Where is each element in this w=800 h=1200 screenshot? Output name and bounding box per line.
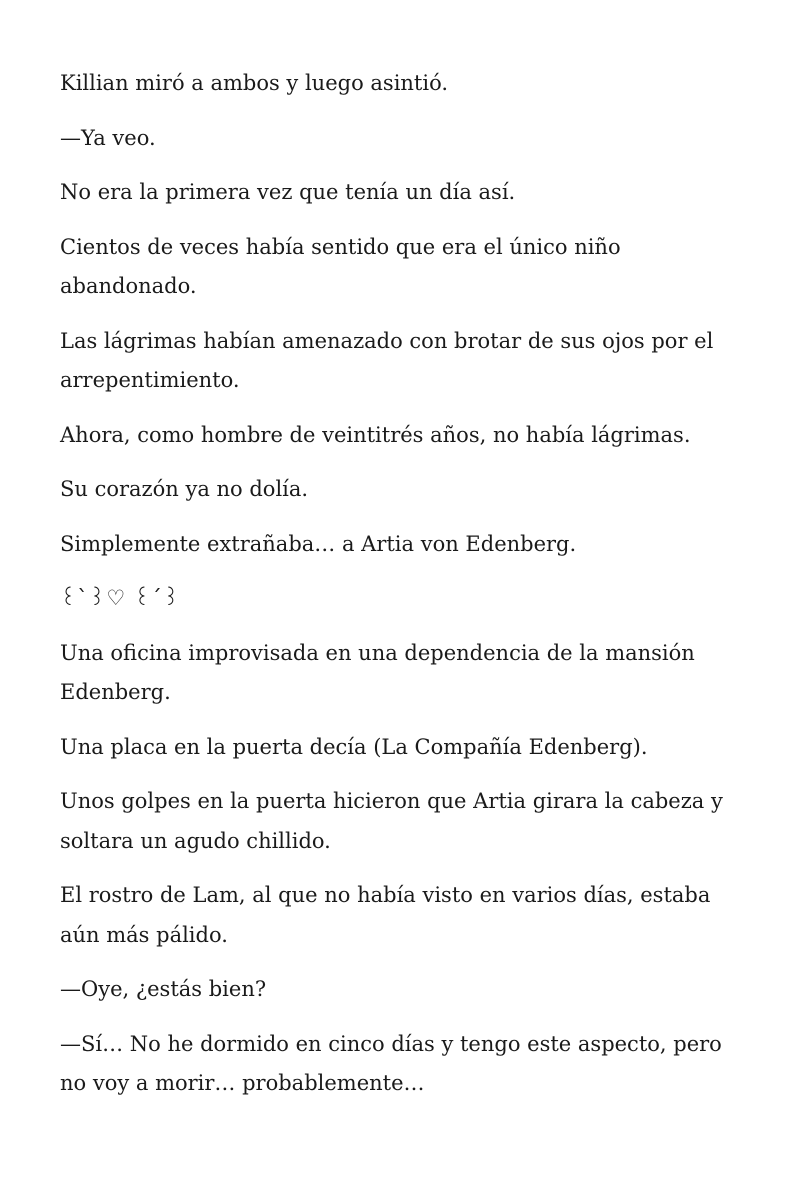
paragraph: Simplemente extrañaba… a Artia von Edenberg. [60,531,577,556]
reading-page [60,64,750,1119]
paragraph: —Sí… No he dormido en cinco días y tengo este aspecto, pero no voy a morir… probablemente… [60,1031,722,1095]
paragraph: —Oye, ¿estás bien? [60,977,267,1001]
paragraph: Las lágrimas habían amenazado con brotar de sus ojos por el arrepentimiento. [60,328,714,392]
paragraph: Cientos de veces había sentido que era el único niño abandonado. [60,234,621,298]
paragraph: Una oficina improvisada en una dependencia de la mansión Edenberg. [60,640,695,704]
paragraph: —Ya veo. [60,125,156,150]
paragraph: El rostro de Lam, al que no había visto en varios días, estaba aún más pálido. [60,883,711,947]
paragraph: Ahora, como hombre de veintitrés años, no había lágrimas. [60,422,691,447]
paragraph: No era la primera vez que tenía un día así. [60,180,516,204]
paragraph: Unos golpes en la puerta hicieron que Artia girara la cabeza y soltara un agudo chillido. [60,789,723,853]
paragraph: Una placa en la puerta decía (La Compañía Edenberg). [60,734,648,759]
scene-divider: ꒰`꒱♡ ꒰´꒱ [60,586,181,610]
paragraph: Killian miró a ambos y luego asintió. [60,71,449,95]
paragraph: Su corazón ya no dolía. [60,477,309,501]
